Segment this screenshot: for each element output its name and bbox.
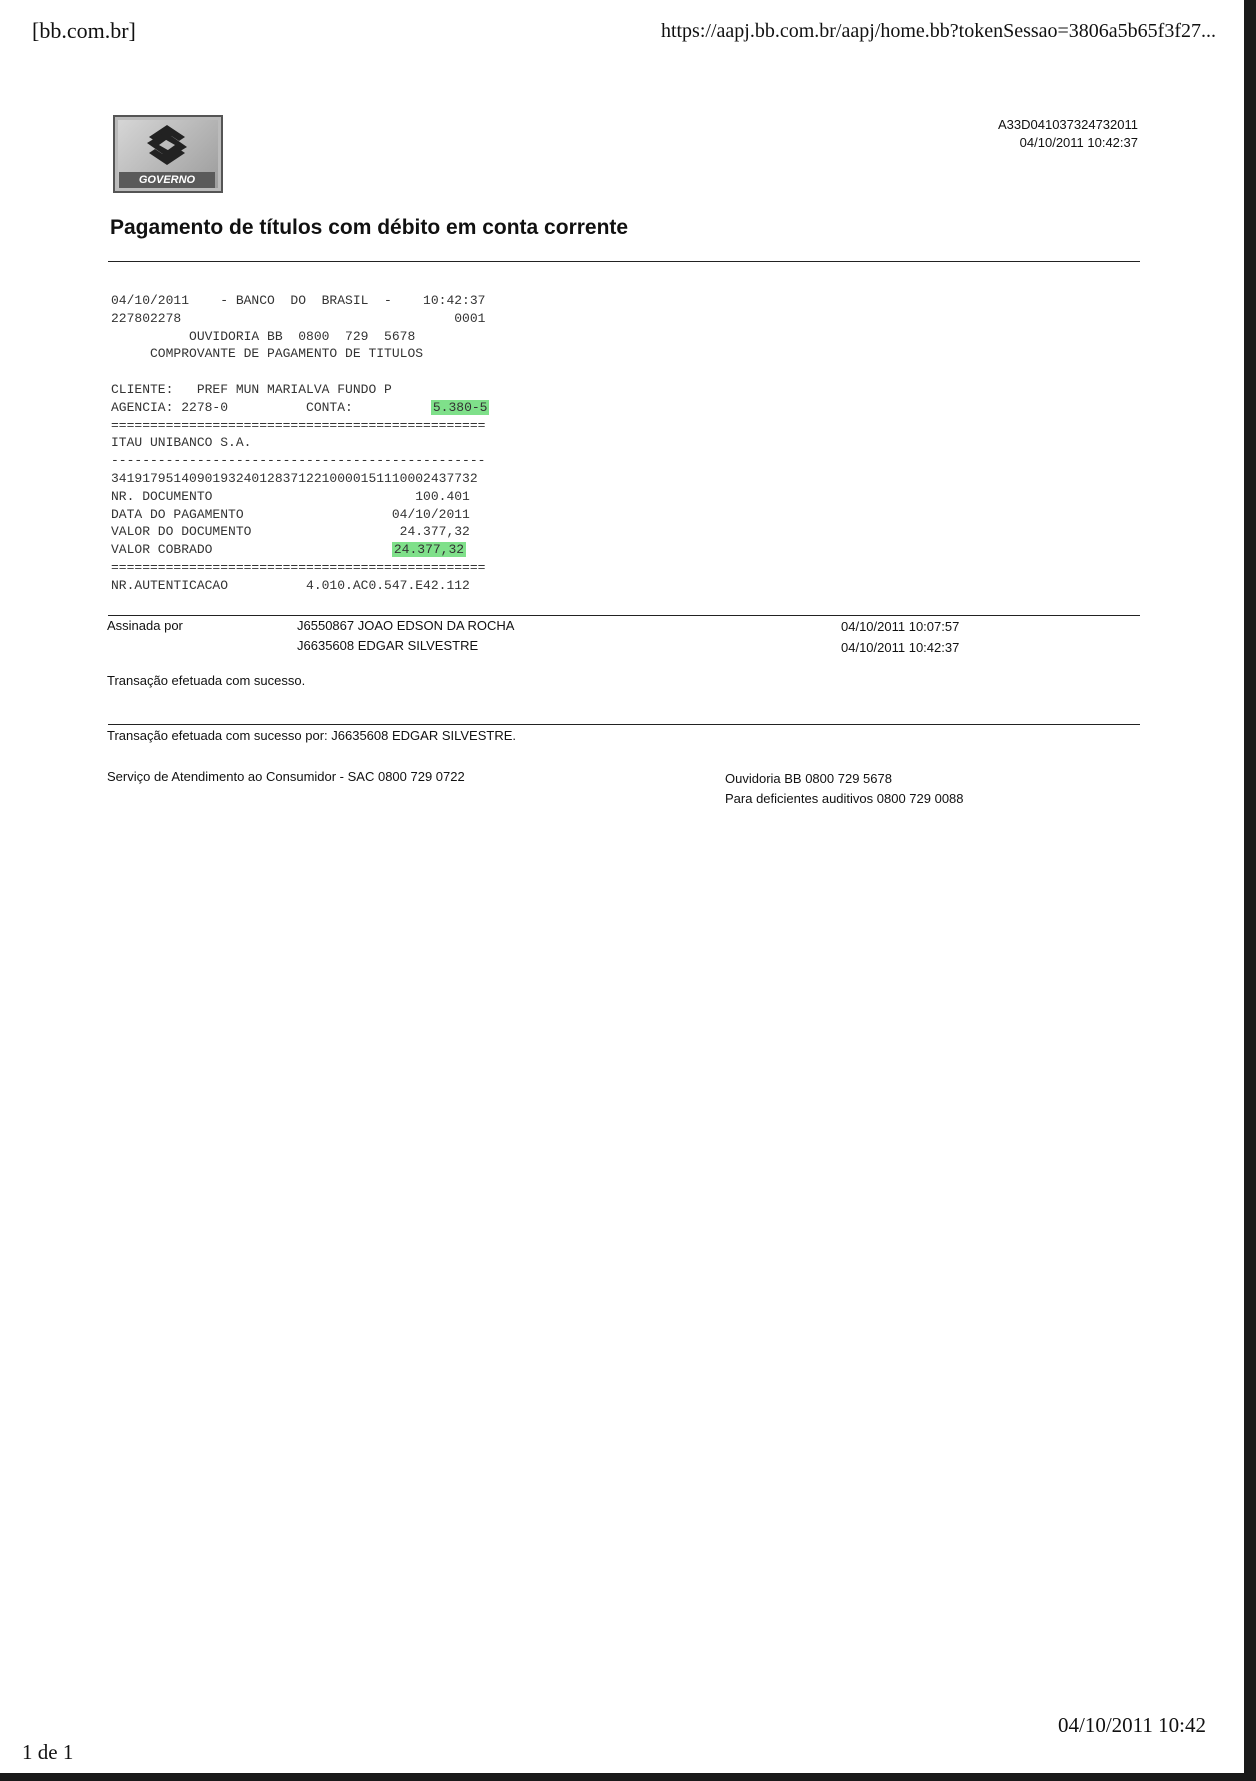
- ouvidoria-contact: Ouvidoria BB 0800 729 5678: [725, 771, 892, 786]
- receipt-charged-row: [111, 541, 489, 559]
- signer-name: J6550867 JOAO EDSON DA ROCHA: [297, 618, 515, 633]
- page-counter: 1 de 1: [22, 1740, 74, 1764]
- bb-logo-icon: [137, 123, 197, 167]
- browser-url[interactable]: https://aapj.bb.com.br/aapj/home.bb?tokenSessao=3806a5b65f3f27...: [660, 20, 1216, 42]
- browser-site-label: [bb.com.br]: [32, 18, 136, 43]
- logo-label: GOVERNO: [119, 172, 215, 188]
- receipt-document-value: VALOR DO DOCUMENTO 24.377,32: [111, 524, 470, 540]
- receipt-separator: ------------------------------------------------: [111, 453, 486, 469]
- page-title: Pagamento de títulos com débito em conta corrente: [110, 216, 629, 239]
- print-datetime: 04/10/2011 10:42: [1058, 1713, 1206, 1737]
- reference-datetime: 04/10/2011 10:42:37: [1019, 135, 1138, 150]
- success-divider: [108, 724, 1140, 725]
- sac-contact: Serviço de Atendimento ao Consumidor - SAC 0800 729 0722: [107, 769, 465, 784]
- receipt-account-row: [111, 399, 489, 417]
- scan-edge-right: [1244, 0, 1256, 1781]
- receipt-line: [111, 363, 489, 381]
- receipt-line: COMPROVANTE DE PAGAMENTO DE TITULOS: [111, 346, 424, 362]
- receipt-document-number: NR. DOCUMENTO 100.401: [111, 488, 470, 504]
- success-by-message: Transação efetuada com sucesso por: J6635608 EDGAR SILVESTRE.: [107, 728, 516, 743]
- reference-block: [998, 116, 1138, 152]
- receipt-agency-label: AGENCIA: 2278-0 CONTA:: [111, 399, 431, 415]
- banco-do-brasil-logo: [113, 115, 223, 193]
- status-message: Transação efetuada com sucesso.: [107, 673, 306, 688]
- reference-code: A33D041037324732011: [997, 117, 1138, 132]
- signer-name: J6635608 EDGAR SILVESTRE: [297, 638, 479, 653]
- receipt-payment-date: DATA DO PAGAMENTO 04/10/2011: [111, 506, 470, 522]
- receipt-line: 227802278 0001: [111, 310, 486, 326]
- signature-divider: [108, 615, 1140, 616]
- receipt-charged-label: VALOR COBRADO: [111, 542, 392, 558]
- signer-datetime: 04/10/2011 10:07:57: [841, 619, 960, 634]
- receipt-bank-name: ITAU UNIBANCO S.A.: [111, 435, 252, 451]
- receipt-client: CLIENTE: PREF MUN MARIALVA FUNDO P: [111, 381, 392, 397]
- deficientes-contact: Para deficientes auditivos 0800 729 0088: [725, 791, 964, 806]
- receipt-line: OUVIDORIA BB 0800 729 5678: [111, 328, 416, 344]
- title-divider: [108, 261, 1140, 262]
- charged-value-highlight: 24.377,32: [393, 542, 465, 558]
- receipt-authentication: NR.AUTENTICACAO 4.010.AC0.547.E42.112: [111, 577, 470, 593]
- receipt-barcode: 34191795140901932401283712210000151110002437732: [111, 470, 478, 486]
- signed-by-label: Assinada por: [107, 618, 183, 633]
- signer-datetime: 04/10/2011 10:42:37: [841, 640, 960, 655]
- receipt-separator: ================================================: [111, 559, 486, 575]
- conta-value-highlight: 5.380-5: [432, 399, 488, 415]
- receipt-separator: ================================================: [111, 417, 486, 433]
- payment-receipt: [111, 292, 489, 595]
- receipt-line: 04/10/2011 - BANCO DO BRASIL - 10:42:37: [111, 293, 486, 308]
- scan-edge-bottom: [0, 1773, 1256, 1781]
